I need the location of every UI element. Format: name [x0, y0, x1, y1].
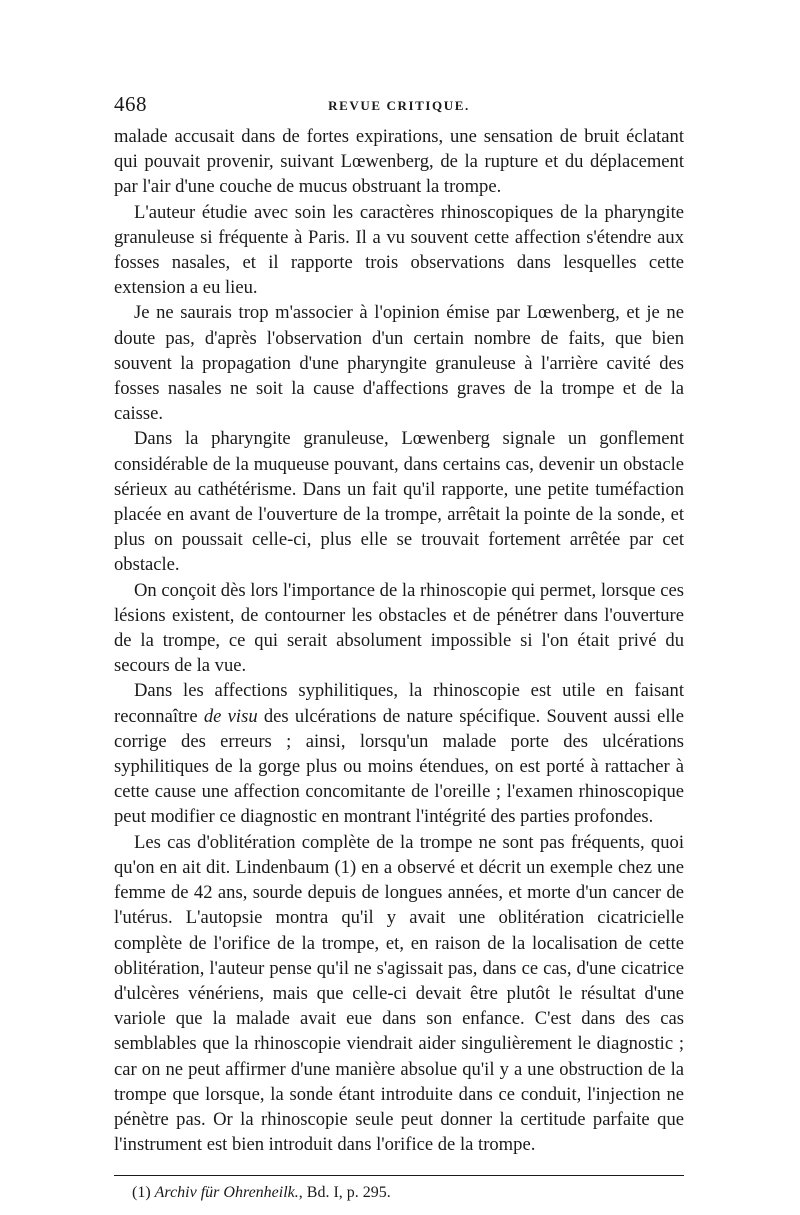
paragraph: On conçoit dès lors l'importance de la rhinoscopie qui permet, lorsque ces lésions existent, de contourner les obstacles et de pénétrer dans l'ouverture de la trompe, ce qui serait absolument impossible si l'on était privé du secours de la vue.: [114, 579, 684, 677]
paragraph-text: des ulcérations de nature spécifique. Souvent aussi elle corrige des erreurs ; ainsi, lorsqu'un malade porte des ulcérations syphilitiques de la gorge plus ou moins étendues, on est porté à rattacher à cette cause une affection concomitante de l'oreille ; l'examen rhinoscopique peut modifier ce diagnostic en montrant l'intégrité des parties profondes.: [114, 705, 684, 828]
article-body: [114, 124, 684, 1157]
footnote-divider: [114, 1175, 684, 1176]
paragraph: L'auteur étudie avec soin les caractères rhinoscopiques de la pharyngite granuleuse si fréquente à Paris. Il a vu souvent cette affection s'étendre aux fosses nasales, et il rapporte trois observations dans lesquelles cette extension a eu lieu.: [114, 201, 684, 299]
running-title: REVUE CRITIQUE.: [328, 98, 470, 113]
footnote-journal: Archiv für Ohrenheilk.: [154, 1184, 299, 1202]
paragraph-continuation: malade accusait dans de fortes expirations, une sensation de bruit éclatant qui pouvait provenir, suivant Lœwenberg, de la rupture et du déplacement par l'air d'une couche de mucus obstruant la trompe.: [114, 126, 684, 198]
paragraph-oblitération: Les cas d'oblitération complète de la trompe ne sont pas fréquents, quoi qu'on en ait dit. Lindenbaum (1) en a observé et décrit un exemple chez une femme de 42 ans, sourde depuis de longues années, et morte d'un cancer de l'utérus. L'autopsie montra qu'il y avait une oblitération cicatricielle complète de l'orifice de la trompe, et, en raison de la localisation de cette oblitération, l'auteur pense qu'il ne s'agissait pas, dans ce cas, d'une cicatrice d'ulcères vénériens, mais que celle-ci devait être plutôt le résultat d'une variole que la malade avait eue dans son enfance. C'est dans des cas semblables que la rhinoscopie viendrait aider singulièrement le diagnostic ; car on ne peut affirmer d'une manière absolue qu'il y a une obstruction de la trompe que lorsque, la sonde étant introduite dans ce conduit, l'injection ne pénètre pas. Or la rhinoscopie seule peut donner la certitude parfaite que l'instrument est bien introduit dans l'orifice de la trompe.: [114, 831, 684, 1156]
page: [114, 92, 684, 1204]
paragraph: Dans la pharyngite granuleuse, Lœwenberg signale un gonflement considérable de la muqueuse pouvant, dans certains cas, devenir un obstacle sérieux au cathétérisme. Dans un fait qu'il rapporte, une petite tuméfaction placée en avant de l'ouverture de la trompe, arrêtait la pointe de la sonde, et plus on poussait celle-ci, plus elle se trouvait fortement arrêtée par cet obstacle.: [114, 428, 684, 576]
page-header: [114, 92, 684, 124]
paragraph-text: Dans les affections syphilitiques, la rhinoscopie est utile en faisant reconnaître: [114, 680, 684, 727]
italic-phrase: de visu: [203, 705, 258, 727]
paragraph: Je ne saurais trop m'associer à l'opinion émise par Lœwenberg, et je ne doute pas, d'après l'observation d'un certain nombre de faits, que bien souvent la propagation d'une pharyngite granuleuse à l'arrière cavité des fosses nasales ne soit la cause d'affections graves de la trompe et de la caisse.: [114, 302, 684, 425]
footnote-marker: (1): [132, 1184, 151, 1202]
footnote: [114, 1182, 684, 1204]
footnote-reference: , Bd. I, p. 295.: [298, 1184, 391, 1202]
page-number: 468: [114, 92, 147, 116]
paragraph-syphilitic: [114, 678, 684, 829]
